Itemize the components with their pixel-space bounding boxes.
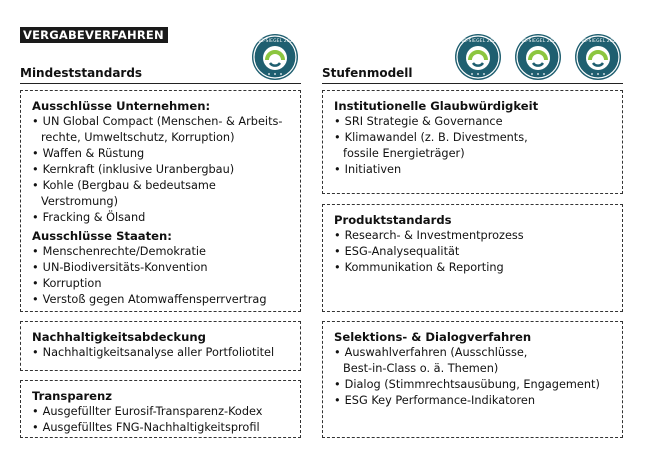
selection-dialog-box bbox=[322, 321, 623, 438]
box-heading: Ausschlüsse Unternehmen: bbox=[32, 99, 211, 113]
bullet-item: • Klimawandel (z. B. Divestments, fossile Energieträger) bbox=[334, 130, 612, 162]
bullet-list bbox=[32, 114, 290, 226]
bullet-list bbox=[334, 345, 612, 409]
box-heading: Institutionelle Glaubwürdigkeit bbox=[334, 99, 539, 113]
seal-label: FNG-SIEGEL 2021 bbox=[254, 39, 296, 44]
left-column-title: Mindeststandards bbox=[20, 66, 143, 80]
bullet-item: • Kernkraft (inklusive Uranbergbau) bbox=[32, 162, 290, 178]
box-heading: Ausschlüsse Staaten: bbox=[32, 229, 172, 243]
seal-label: FNG-SIEGEL 2021 bbox=[457, 39, 499, 44]
box-heading: Produktstandards bbox=[334, 213, 452, 227]
bullet-item: • UN-Biodiversitäts-Konvention bbox=[32, 260, 290, 276]
seal-label: FNG-SIEGEL 2021 bbox=[517, 39, 559, 44]
bullet-item: • Ausgefülltes FNG-Nachhaltigkeitsprofil bbox=[32, 420, 290, 436]
bullet-item: • SRI Strategie & Governance bbox=[334, 114, 612, 130]
seal-label: FNG-SIEGEL 2021 bbox=[577, 39, 619, 44]
bullet-item: • ESG Key Performance-Indikatoren bbox=[334, 393, 612, 409]
right-title-rule bbox=[322, 83, 623, 84]
transparency-box bbox=[20, 380, 301, 438]
fng-seal-badge bbox=[575, 34, 621, 80]
bullet-list bbox=[32, 404, 290, 436]
bullet-item: • Ausgefüllter Eurosif-Transparenz-Kodex bbox=[32, 404, 290, 420]
fng-seal-badge bbox=[515, 34, 561, 80]
box-heading: Nachhaltigkeitsabdeckung bbox=[32, 330, 206, 344]
fng-seal-badge bbox=[455, 34, 501, 80]
bullet-list bbox=[32, 345, 290, 361]
product-standards-box bbox=[322, 204, 623, 312]
bullet-item: • Fracking & Ölsand bbox=[32, 210, 290, 226]
bullet-item: • Auswahlverfahren (Ausschlüsse, Best-in-Class o. ä. Themen) bbox=[334, 345, 612, 377]
box-heading: Transparenz bbox=[32, 389, 113, 403]
bullet-item: • Menschenrechte/Demokratie bbox=[32, 244, 290, 260]
bullet-list bbox=[32, 244, 290, 308]
right-column-title: Stufenmodell bbox=[322, 66, 413, 80]
bullet-item: • ESG-Analysequalität bbox=[334, 244, 612, 260]
fng-seal-badge bbox=[252, 34, 298, 80]
bullet-item: • UN Global Compact (Menschen- & Arbeits- rechte, Umweltschutz, Korruption) bbox=[32, 114, 290, 146]
bullet-item: • Waffen & Rüstung bbox=[32, 146, 290, 162]
bullet-item: • Kohle (Bergbau & bedeutsame Verstromung) bbox=[32, 178, 290, 210]
box-heading: Selektions- & Dialogverfahren bbox=[334, 330, 532, 344]
section-tag: VERGABEVERFAHREN bbox=[20, 27, 168, 43]
institutional-credibility-box bbox=[322, 90, 623, 194]
bullet-item: • Kommunikation & Reporting bbox=[334, 260, 612, 276]
bullet-item: • Verstoß gegen Atomwaffensperrvertrag bbox=[32, 292, 290, 308]
bullet-list bbox=[334, 228, 612, 276]
left-title-rule bbox=[20, 83, 301, 84]
bullet-item: • Research- & Investmentprozess bbox=[334, 228, 612, 244]
exclusions-box bbox=[20, 90, 301, 312]
bullet-item: • Nachhaltigkeitsanalyse aller Portfoliotitel bbox=[32, 345, 290, 361]
bullet-item: • Initiativen bbox=[334, 162, 612, 178]
sustainability-coverage-box bbox=[20, 321, 301, 371]
bullet-item: • Korruption bbox=[32, 276, 290, 292]
bullet-item: • Dialog (Stimmrechtsausübung, Engagement) bbox=[334, 377, 612, 393]
bullet-list bbox=[334, 114, 612, 178]
